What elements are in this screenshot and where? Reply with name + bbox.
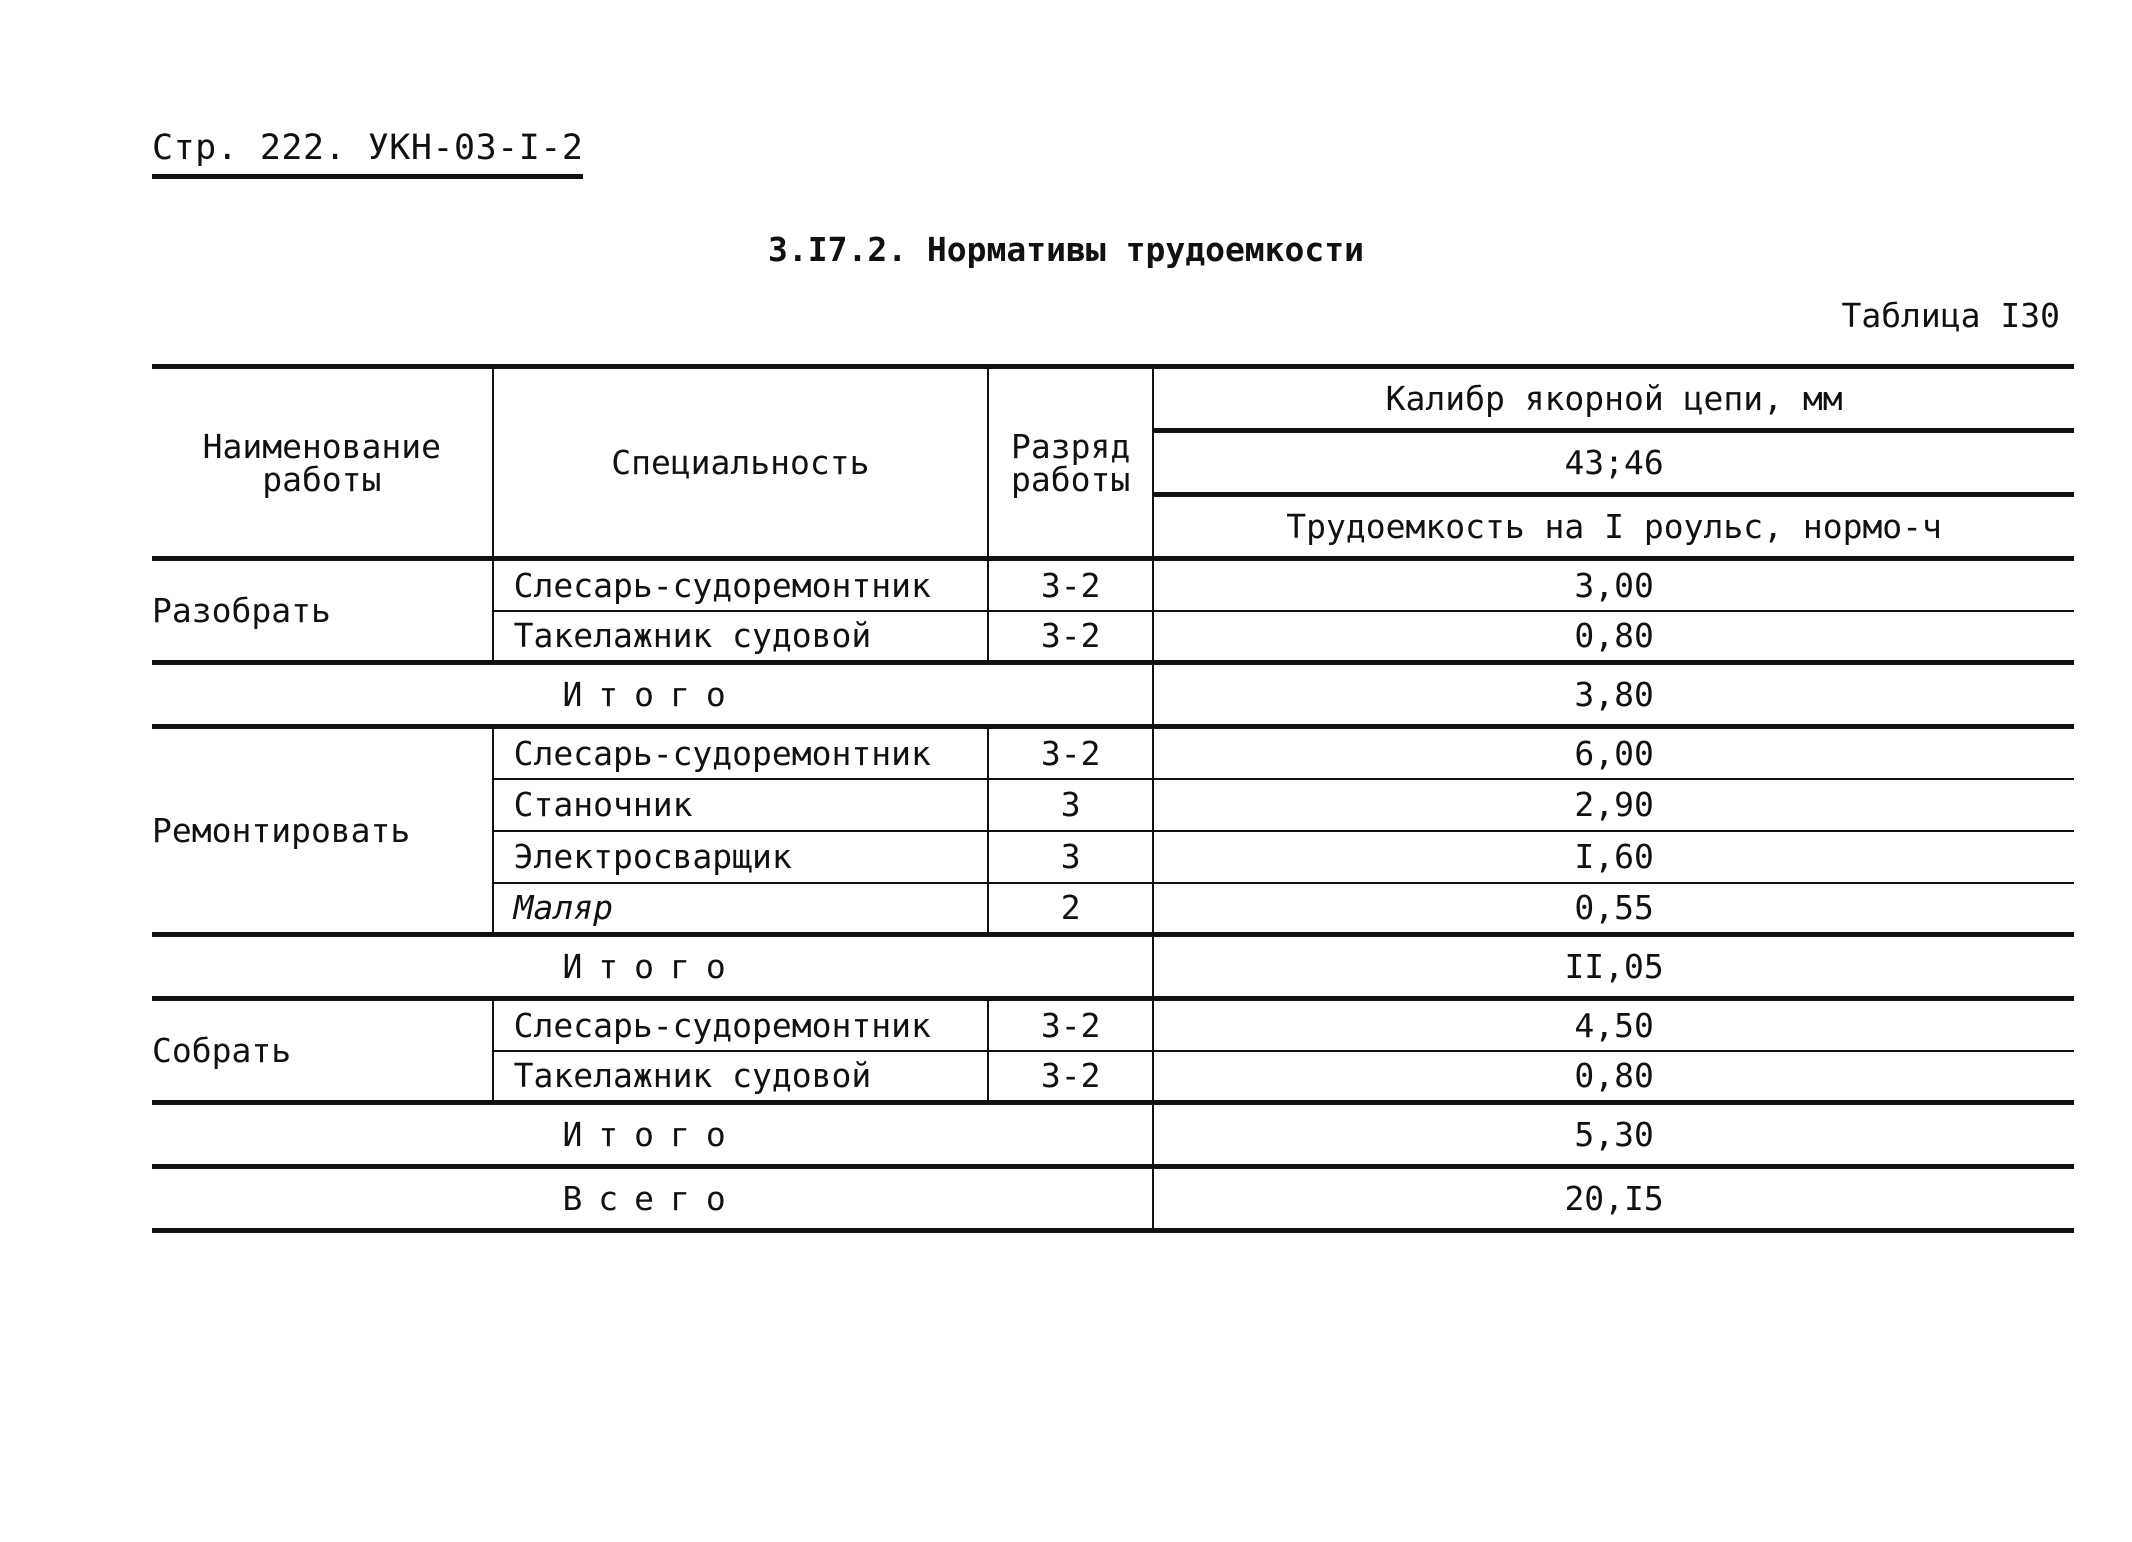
subtotal-value: II,05 [1564, 947, 1664, 986]
subtotal-value: 5,30 [1574, 1115, 1654, 1154]
subtotal-label: Итого [152, 663, 1153, 727]
grade-cell: 2 [988, 883, 1153, 935]
grand-total-value: 20,I5 [1564, 1179, 1664, 1218]
grade-cell: 3-2 [988, 611, 1153, 663]
specialty-cell: Слесарь-судоремонтник [493, 559, 988, 611]
specialty-cell: Слесарь-судоремонтник [493, 727, 988, 779]
labor-value-cell: 2,90 [1574, 785, 1654, 824]
specialty-cell: Такелажник судовой [493, 611, 988, 663]
work-name: Собрать [152, 999, 493, 1103]
specialty-cell: Маляр [493, 883, 988, 935]
work-name: Ремонтировать [152, 727, 493, 935]
header-labor: Трудоемкость на I роульс, нормо-ч [1153, 495, 2074, 559]
subtotal-row [152, 935, 2074, 999]
specialty-cell: Слесарь-судоремонтник [493, 999, 988, 1051]
specialty-cell: Такелажник судовой [493, 1051, 988, 1103]
labor-value-cell: 0,55 [1574, 888, 1654, 928]
labor-value-cell: 3,00 [1574, 565, 1654, 605]
labor-value-cell: 6,00 [1574, 733, 1654, 773]
grade-cell: 3-2 [988, 1051, 1153, 1103]
header-specialty: Специальность [493, 367, 988, 559]
grand-total-row [152, 1167, 2074, 1231]
subtotal-value: 3,80 [1574, 675, 1654, 714]
section-title-text: 3.I7.2. Нормативы трудоемкости [767, 230, 1365, 269]
table-caption: Таблица I30 [1841, 296, 2060, 335]
section-title [0, 230, 2132, 269]
specialty-cell: Станочник [493, 779, 988, 831]
header-grade: Разряд работы [988, 367, 1153, 559]
specialty-cell: Электросварщик [493, 831, 988, 883]
grand-total-label: Всего [152, 1167, 1153, 1231]
header-name: Наименование работы [152, 367, 493, 559]
labor-value-cell: 0,80 [1574, 616, 1654, 656]
header-caliber-value: 43;46 [1153, 431, 2074, 495]
header-caliber: Калибр якорной цепи, мм [1385, 379, 1843, 418]
labor-value-cell: 0,80 [1574, 1056, 1654, 1096]
table-row [152, 727, 2074, 779]
table-row [152, 999, 2074, 1051]
table-row [152, 559, 2074, 611]
subtotal-label: Итого [152, 1103, 1153, 1167]
header-row [152, 367, 2074, 431]
grade-cell: 3-2 [988, 559, 1153, 611]
work-name: Разобрать [152, 559, 493, 663]
norms-table [152, 364, 2074, 1233]
subtotal-row [152, 663, 2074, 727]
grade-cell: 3-2 [988, 999, 1153, 1051]
subtotal-row [152, 1103, 2074, 1167]
grade-cell: 3-2 [988, 727, 1153, 779]
subtotal-label: Итого [152, 935, 1153, 999]
labor-value-cell: I,60 [1574, 837, 1654, 876]
labor-value-cell: 4,50 [1574, 1005, 1654, 1045]
table-body [152, 559, 2074, 1167]
grade-cell: 3 [988, 779, 1153, 831]
grade-cell: 3 [988, 831, 1153, 883]
page-header: Стр. 222. УКН-03-I-2 [152, 128, 583, 179]
